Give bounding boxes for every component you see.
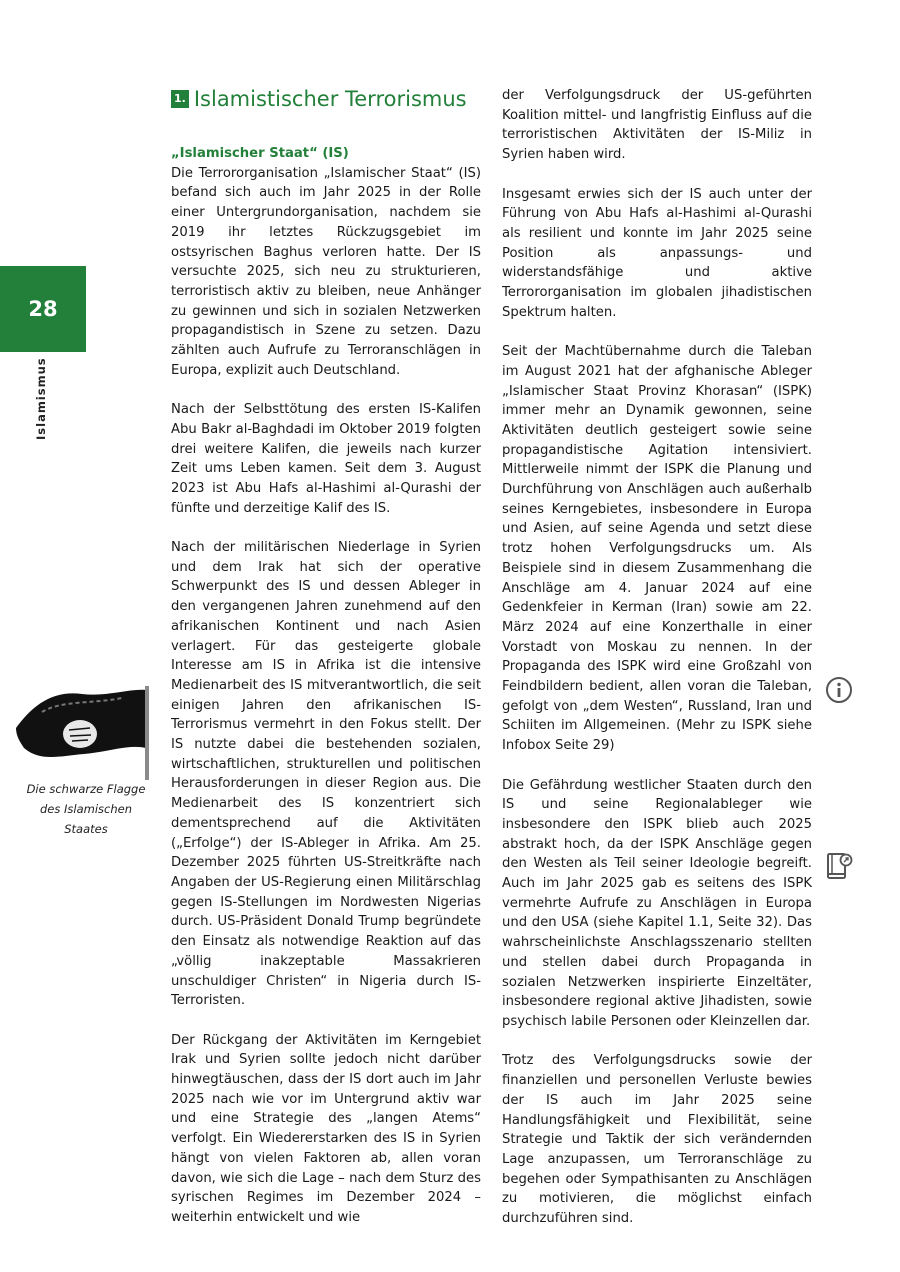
body-paragraph: Nach der militärischen Niederlage in Syrien und dem Irak hat sich der operative Schwerpunkt des IS und dessen Ableger in den vergangenen Jahren zunehmend auf den afrikanischen Kontinent und nach Asien verlagert. Für das gesteigerte globale Interesse am IS in Afrika ist die intensive Medienarbeit des IS mitverantwortlich, die seit einigen Jahren den afrikanischen IS-Terrorismus vermehrt in den Fokus stellt. Der IS nutzte dabei die bestehenden sozialen, wirtschaftlichen, strukturellen und politischen Herausforderungen in dieser Region aus. Die Medienarbeit des IS konzentriert sich dementsprechend auf die Aktivitäten („Erfolge“) der IS-Ableger in Afrika. Am 25. Dezember 2025 führten US-Streitkräfte nach Angaben der US-Regierung einen Militärschlag gegen IS-Stellungen im Nordwesten Nigerias durch. US-Präsident Donald Trump begründete den Einsatz als notwendige Reaktion auf das „völlig inakzeptable Massakrieren unschuldiger Christen“ in Nigeria durch IS-Terroristen.	[171, 540, 481, 1009]
chapter-title: Islamistischer Terrorismus	[193, 87, 467, 111]
left-column	[171, 86, 481, 1247]
is-flag-image	[12, 682, 152, 780]
section-label: Islamismus	[34, 357, 48, 440]
book-reference-icon[interactable]	[824, 850, 854, 880]
body-paragraph: Der Rückgang der Aktivitäten im Kerngebiet Irak und Syrien sollte jedoch nicht darüber hinwegtäuschen, dass der IS dort auch im Jahr 2025 nach wie vor im Untergrund aktiv war und eine Strategie des „langen Atems“ verfolgt. Ein Wiedererstarken des IS in Syrien hängt von vielen Faktoren ab, allen voran davon, wie sich die Lage – nach dem Sturz des syrischen Regimes im Dezember 2024 – weiterhin entwickelt und wie	[171, 1032, 481, 1225]
body-paragraph: Trotz des Verfolgungsdrucks sowie der finanziellen und personellen Verluste bewies der IS auch im Jahr 2025 seine Handlungsfähigkeit und Flexibilität, seine Strategie und Taktik der sich verändernden Lage anzupassen, um Terroranschläge zu begehen oder Sympathisanten zu Anschlägen zu motivieren, die möglichst einfach durchzuführen sind.	[502, 1053, 812, 1227]
page-number-tab	[0, 266, 86, 352]
chapter-number: 1.	[171, 90, 189, 108]
body-paragraph: Die Gefährdung westlicher Staaten durch den IS und seine Regionalableger wie insbesondere den ISPK blieb auch 2025 abstrakt hoch, da der ISPK Anschläge gegen den Westen als Teil seiner Ideologie begreift. Auch im Jahr 2025 gab es seitens des ISPK vermehrte Aufrufe zu Anschlägen in Europa und den USA (siehe Kapitel 1.1, Seite 32). Das wahrscheinlichste Anschlagsszenario stellten und stellen dabei durch Propaganda in sozialen Netzwerken inspirierte Einzeltäter, insbesondere regional aktive Jihadisten, sowie psychisch labile Personen oder Kleinzellen dar.	[502, 777, 812, 1029]
right-column	[502, 86, 812, 1248]
page-number: 28	[28, 297, 58, 321]
body-paragraph: Nach der Selbsttötung des ersten IS-Kalifen Abu Bakr al-Baghdadi im Oktober 2019 folgten drei weitere Kalifen, die jeweils nach kurzer Zeit ums Leben kamen. Seit dem 3. August 2023 ist Abu Hafs al-Hashimi al-Qurashi der fünfte und derzeitige Kalif des IS.	[171, 402, 481, 516]
body-paragraph: der Verfolgungsdruck der US-geführten Koalition mittel- und langfristig Einfluss auf die terroristischen Aktivitäten der IS-Miliz in Syrien haben wird.	[502, 88, 812, 163]
info-icon[interactable]	[824, 675, 854, 705]
image-caption: Die schwarze Flagge des Islamischen Staates	[26, 782, 146, 836]
chapter-heading	[171, 86, 481, 112]
body-paragraph: Insgesamt erwies sich der IS auch unter der Führung von Abu Hafs al-Hashimi al-Qurashi als resilient und konnte im Jahr 2025 seine Position als anpassungs- und widerstandsfähige und aktive Terrororganisation im globalen jihadistischen Spektrum halten.	[502, 186, 812, 320]
body-paragraph: Die Terrororganisation „Islamischer Staat“ (IS) befand sich auch im Jahr 2025 in der Rolle einer Untergrundorganisation, nachdem sie 2019 ihr letztes Rückzugsgebiet im ostsyrischen Baghus verloren hatte. Der IS versuchte 2025, sich neu zu strukturieren, terroristisch aktiv zu bleiben, neue Anhänger zu gewinnen und sich in sozialen Netzwerken propagandistisch in Szene zu setzen. Dazu zählten auch Aufrufe zu Terroranschlägen in Europa, explizit auch Deutschland.	[171, 165, 481, 378]
body-paragraph: Seit der Machtübernahme durch die Taleban im August 2021 hat der afghanische Ableger „Islamischer Staat Provinz Khorasan“ (ISPK) immer mehr an Dynamik gewonnen, seine Aktivitäten deutlich gesteigert sowie seine propagandistische Agitation intensiviert. Mittlerweile nimmt der ISPK die Planung und Durchführung von Anschlägen auch außerhalb seines Kerngebietes, insbesondere in Europa und Asien, auf seine Agenda und setzt diese trotz hohen Verfolgungsdrucks um. Als Beispiele sind in diesem Zusammenhang die Anschläge am 4. Januar 2024 auf eine Gedenkfeier in Kerman (Iran) sowie am 22. März 2024 auf eine Konzerthalle in einer Vorstadt von Moskau zu nennen. In der Propaganda des ISPK wird eine Großzahl von Feindbildern bedient, allen voran die Taleban, gefolgt von „dem Westen“, Russland, Iran und Schiiten im Allgemeinen. (Mehr zu ISPK siehe Infobox Seite 29)	[502, 344, 812, 754]
section-subheading: „Islamischer Staat“ (IS)	[171, 146, 349, 161]
